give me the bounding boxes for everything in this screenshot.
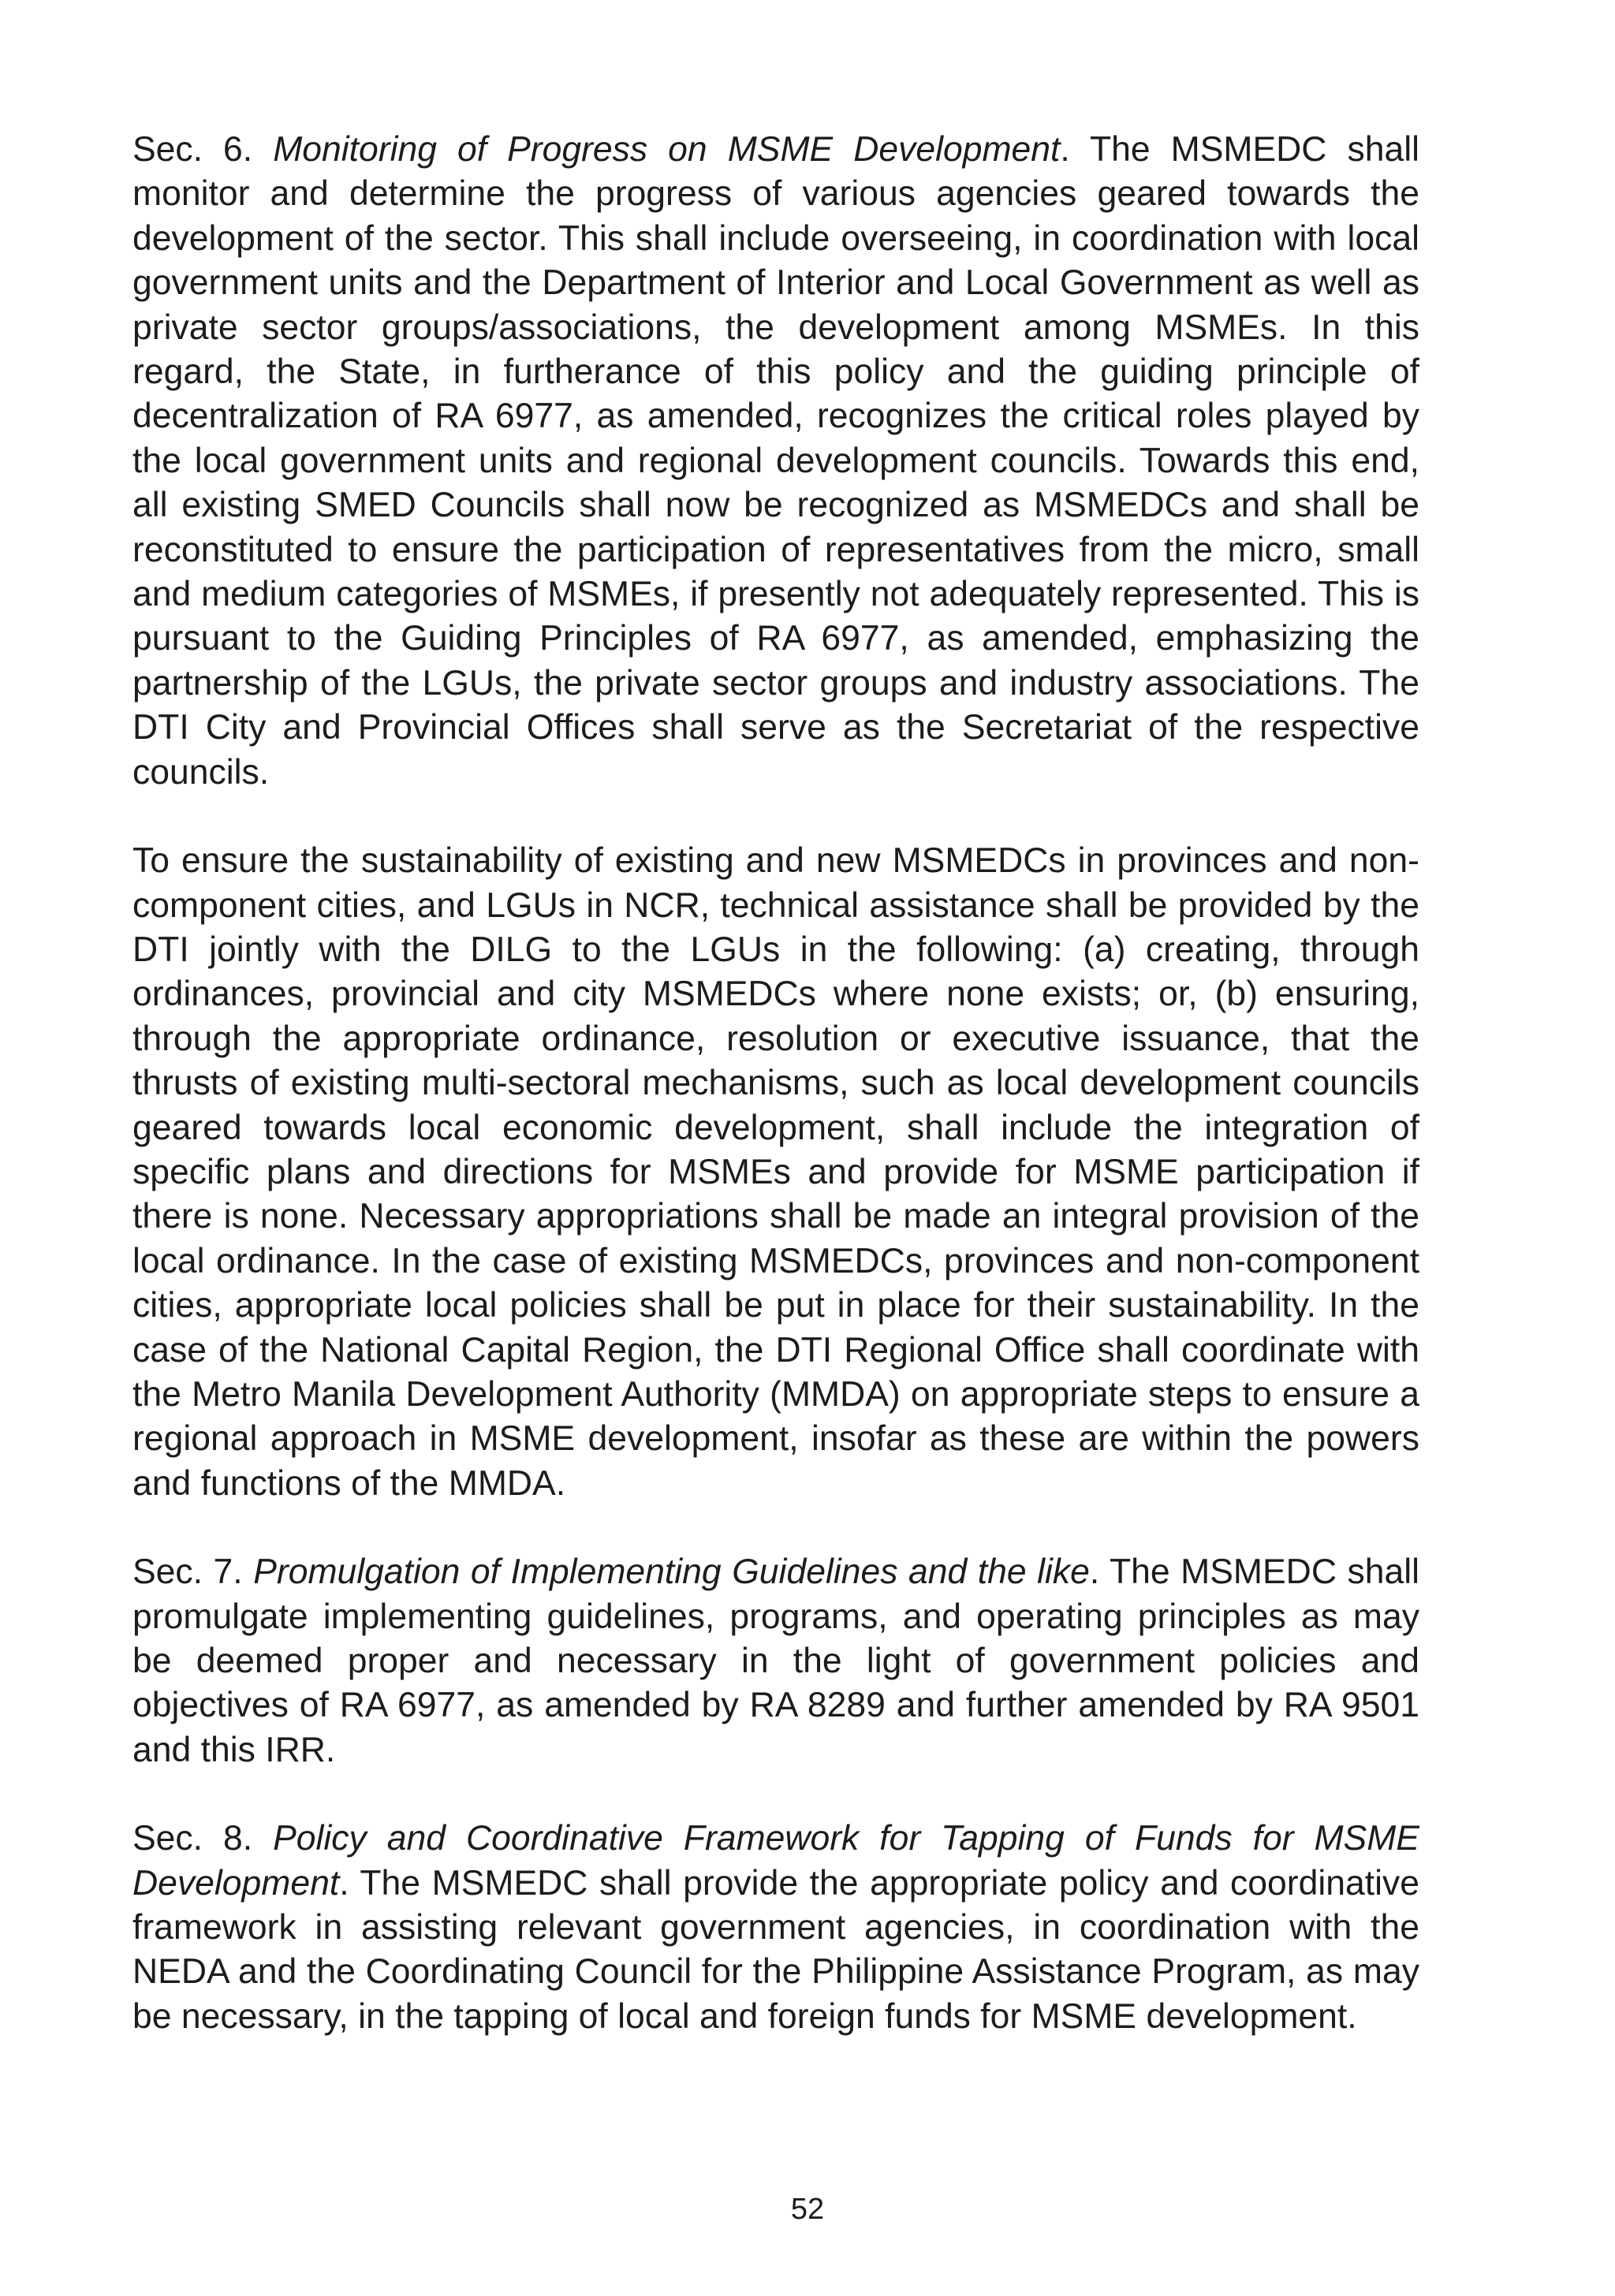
page-number: 52 <box>790 2193 825 2226</box>
section-7-paragraph <box>132 1550 1419 1772</box>
section-8-prefix: Sec. 8. <box>132 1819 274 1858</box>
sustainability-paragraph <box>132 839 1419 1506</box>
section-7-prefix: Sec. 7. <box>132 1552 254 1592</box>
section-6-body: . The MSMEDC shall monitor and determine the progress of various agencies geared towards the development of the sector. This shall include overseeing, in coordination with local government units and the Department of Interior and Local Government as well as private sector groups/associations, the development among MSMEs. In this regard, the State, in furtherance of this policy and the guiding principle of decentralization of RA 6977, as amended, recognizes the critical roles played by the local government units and regional development councils. Towards this end, all existing SMED Councils shall now be recognized as MSMEDCs and shall be reconstituted to ensure the participation of representatives from the micro, small and medium categories of MSMEs, if presently not adequately represented. This is pursuant to the Guiding Principles of RA 6977, as amended, emphasizing the partnership of the LGUs, the private sector groups and industry associations. The DTI City and Provincial Offices shall serve as the Secretariat of the respective councils. <box>132 130 1419 792</box>
section-7-body: . The MSMEDC shall promulgate implementing guidelines, programs, and operating principles as may be deemed proper and necessary in the light of government policies and objectives of RA 6977, as amended by RA 8289 and further amended by RA 9501 and this IRR. <box>132 1552 1419 1769</box>
section-6-paragraph <box>132 128 1419 795</box>
section-8-body: . The MSMEDC shall provide the appropriate policy and coordinative framework in assisting relevant government agencies, in coordination with the NEDA and the Coordinating Council for the Philippine Assistance Program, as may be necessary, in the tapping of local and foreign funds for MSME development. <box>132 1863 1419 2036</box>
section-8-title: Policy and Coordinative Framework for Tapping of Funds for MSME Development <box>132 1819 1419 1903</box>
section-6-prefix: Sec. 6. <box>132 130 274 169</box>
section-7-title: Promulgation of Implementing Guidelines and the like <box>253 1552 1090 1592</box>
section-8-paragraph <box>132 1817 1419 2039</box>
document-body <box>132 128 1419 2083</box>
sustainability-body: To ensure the sustainability of existing and new MSMEDCs in provinces and non-component cities, and LGUs in NCR, technical assistance shall be provided by the DTI jointly with the DILG to the LGUs in the following: (a) creating, through ordinances, provincial and city MSMEDCs where none exists; or, (b) ensuring, through the appropriate ordinance, resolution or executive issuance, that the thrusts of existing multi-sectoral mechanisms, such as local development councils geared towards local economic development, shall include the integration of specific plans and directions for MSMEs and provide for MSME participation if there is none. Necessary appropriations shall be made an integral provision of the local ordinance. In the case of existing MSMEDCs, provinces and non-component cities, appropriate local policies shall be put in place for their sustainability. In the case of the National Capital Region, the DTI Regional Office shall coordinate with the Metro Manila Development Authority (MMDA) on appropriate steps to ensure a regional approach in MSME development, insofar as these are within the powers and functions of the MMDA. <box>132 841 1419 1503</box>
section-6-title: Monitoring of Progress on MSME Development <box>273 130 1061 169</box>
